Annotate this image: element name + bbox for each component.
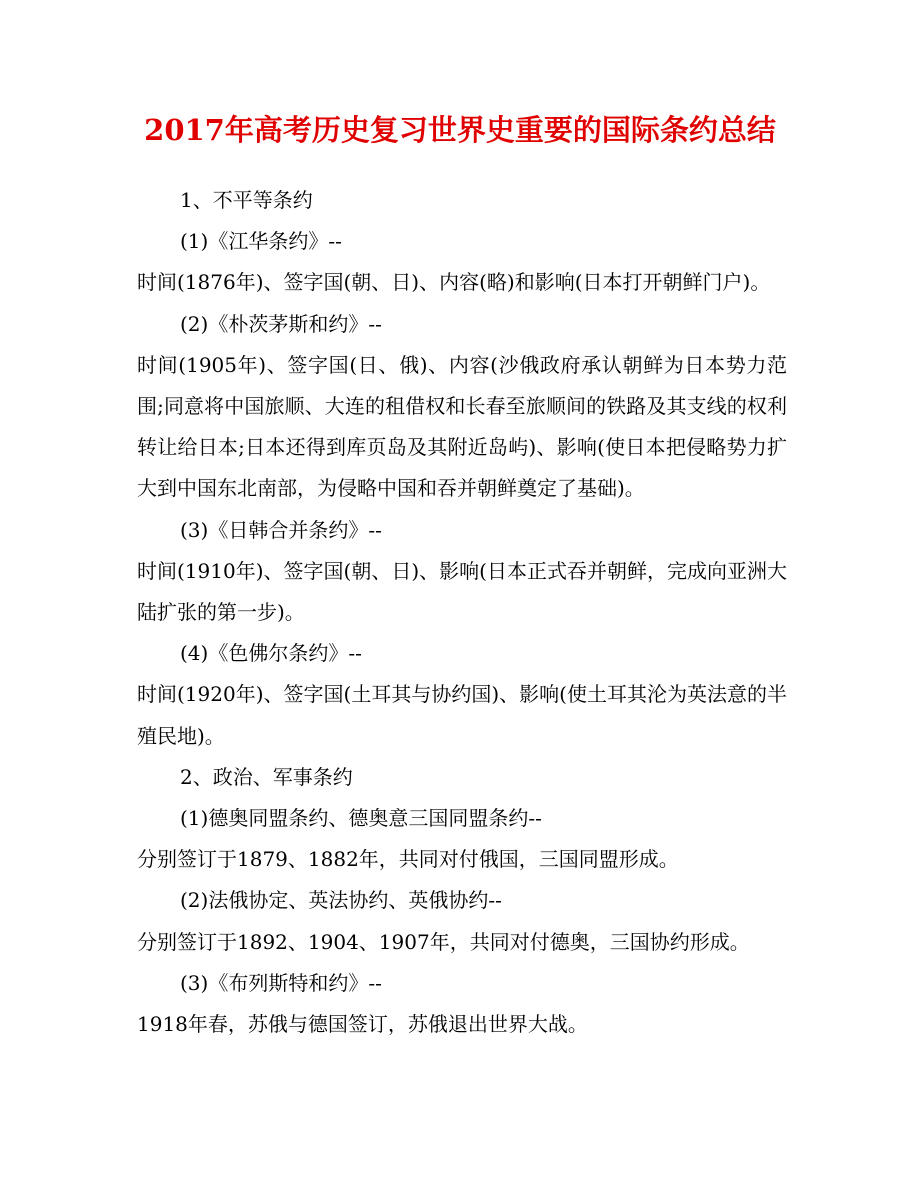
treaty-heading-sevres: (4)《色佛尔条约》--: [180, 641, 362, 666]
treaty-detail-brest-litovsk: 1918年春，苏俄与德国签订，苏俄退出世界大战。: [137, 1012, 588, 1037]
treaty-heading-triple-entente: (2)法俄协定、英法协约、英俄协约--: [180, 888, 502, 913]
treaty-detail-portsmouth: 时间(1905年)、签字国(日、俄)、内容(沙俄政府承认朝鲜为日本势力范围;同意将中国旅顺、大连的租借权和长春至旅顺间的铁路及其支线的权利转让给日本;日本还得到库页岛及其附近岛屿)、影响(使日本把侵略势力扩大到中国东北南部，为侵略中国和吞并朝鲜奠定了基础)。: [137, 352, 787, 501]
treaty-detail-sevres: 时间(1920年)、签字国(土耳其与协约国)、影响(使土耳其沦为英法意的半殖民地)。: [137, 682, 787, 748]
treaty-detail-japan-korea-annexation: 时间(1910年)、签字国(朝、日)、影响(日本正式吞并朝鲜，完成向亚洲大陆扩张的第一步)。: [137, 558, 787, 625]
treaty-heading-triple-alliance: (1)德奥同盟条约、德奥意三国同盟条约--: [180, 806, 542, 831]
document-title: 2017年高考历史复习世界史重要的国际条约总结: [144, 113, 776, 147]
section-heading-unequal-treaties: 1、不平等条约: [180, 188, 313, 212]
treaty-heading-brest-litovsk: (3)《布列斯特和约》--: [180, 970, 382, 995]
treaty-detail-ganghwa: 时间(1876年)、签字国(朝、日)、内容(略)和影响(日本打开朝鲜门户)。: [137, 270, 771, 295]
document-body: [137, 180, 787, 1045]
treaty-detail-triple-alliance: 分别签订于1879、1882年，共同对付俄国，三国同盟形成。: [137, 847, 679, 872]
treaty-heading-ganghwa: (1)《江华条约》--: [180, 229, 342, 254]
treaty-heading-portsmouth: (2)《朴茨茅斯和约》--: [180, 311, 382, 336]
treaty-heading-japan-korea-annexation: (3)《日韩合并条约》--: [180, 517, 382, 542]
treaty-detail-triple-entente: 分别签订于1892、1904、1907年，共同对付德奥，三国协约形成。: [137, 929, 750, 954]
section-heading-political-military-treaties: 2、政治、军事条约: [180, 764, 353, 789]
